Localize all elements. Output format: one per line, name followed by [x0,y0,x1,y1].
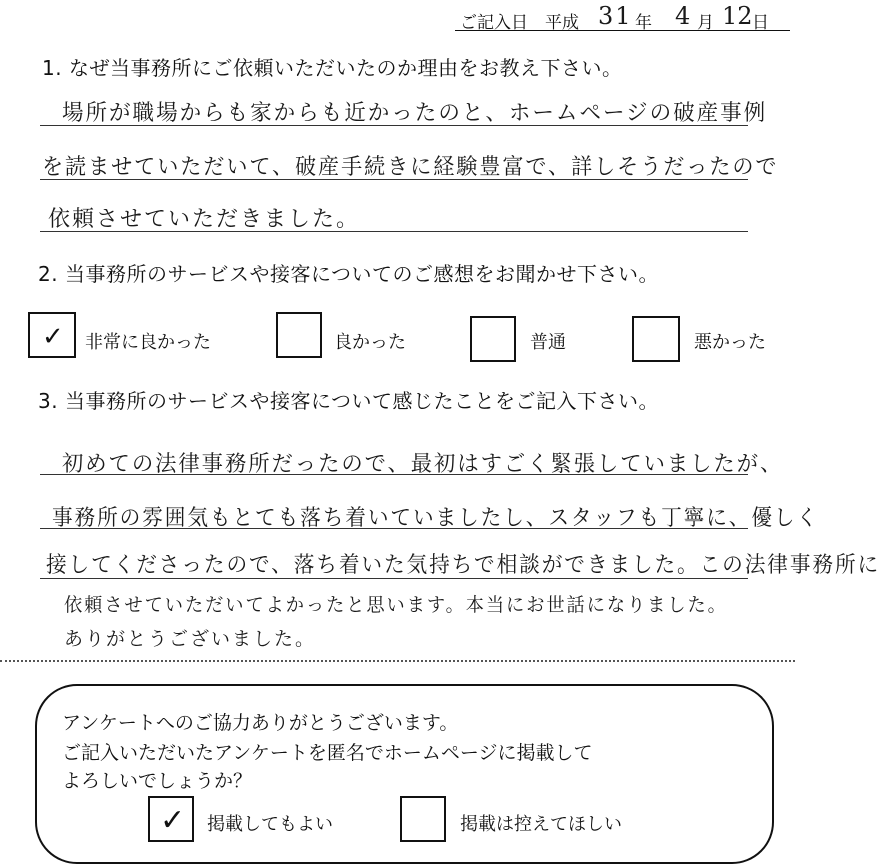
answer-3-line-2: 事務所の雰囲気もとても落ち着いていましたし、スタッフも丁寧に、優しく [52,506,820,531]
check-mark-icon: ✓ [42,322,64,352]
answer-3-line-4: 依頼させていただいてよかったと思います。本当にお世話になりました。 [64,594,728,616]
date-underline [455,30,790,31]
answer-1-line-3: 依頼させていただきました。 [48,207,361,232]
survey-thanks-text: アンケートへのご協力ありがとうございます。 [62,712,459,734]
answer-3-line-5: ありがとうございました。 [64,628,317,650]
answer-3-rule-3 [40,578,748,579]
answer-3-rule-1 [40,474,748,475]
date-header [0,0,795,34]
publish-decline-label: 掲載は控えてほしい [460,814,622,835]
answer-1-line-1: 場所が職場からも家からも近かったのと、ホームページの破産事例 [62,101,768,126]
option-good-label: 良かった [334,332,406,353]
option-normal-checkbox[interactable] [470,316,516,362]
date-day-unit: 日 [752,13,769,33]
question-2: 2. 当事務所のサービスや接客についてのご感想をお聞かせ下さい。 [38,262,660,286]
date-month-unit: 月 [697,13,714,33]
survey-question-line-2: よろしいでしょうか？ [62,770,253,792]
publish-decline-checkbox[interactable] [400,796,446,842]
section-separator [0,660,795,662]
option-very-good-checkbox[interactable] [28,312,76,358]
option-bad-label: 悪かった [694,332,766,353]
survey-question-line-1: ご記入いただいたアンケートを匿名でホームページに掲載して [62,742,593,764]
question-3: 3. 当事務所のサービスや接客について感じたことをご記入下さい。 [38,389,660,413]
question-1: 1. なぜ当事務所にご依頼いただいたのか理由をお教え下さい。 [42,56,623,80]
answer-3-rule-2 [40,528,748,529]
option-very-good-label: 非常に良かった [85,332,211,353]
answer-1-rule-2 [40,179,748,180]
date-day-value: 12 [722,2,753,30]
answer-3-line-1: 初めての法律事務所だったので、最初はすごく緊張していましたが、 [62,452,784,477]
option-normal-label: 普通 [530,332,566,353]
answer-1-rule-3 [40,231,748,232]
option-good-checkbox[interactable] [276,312,322,358]
date-month-value: 4 [675,2,693,30]
date-label: ご記入日 [460,13,528,33]
answer-3-line-3: 接してくださったので、落ち着いた気持ちで相談ができました。この法律事務所に [46,553,880,578]
check-mark-icon: ✓ [160,803,186,838]
date-year-unit: 年 [635,13,652,33]
option-bad-checkbox[interactable] [632,316,680,362]
date-year-value: 31 [598,2,633,30]
answer-1-line-2: を読ませていただいて、破産手続きに経験豊富で、詳しそうだったので [42,155,779,180]
publish-ok-checkbox[interactable] [148,796,194,842]
answer-1-rule-1 [40,125,748,126]
publish-ok-label: 掲載してもよい [207,814,333,835]
date-era: 平成 [545,13,579,33]
